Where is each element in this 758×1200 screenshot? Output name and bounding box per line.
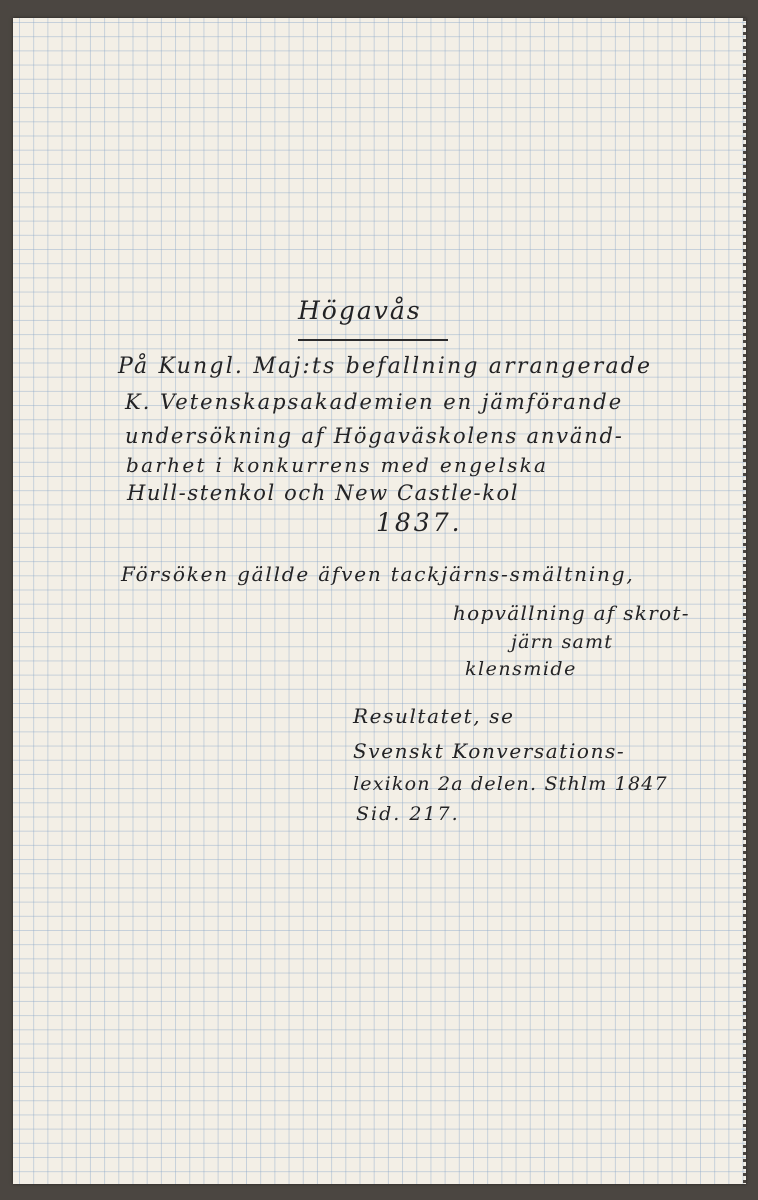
trials-line: hopvällning af skrot- [453, 601, 690, 625]
paragraph-line: barhet i konkurrens med engelska [126, 453, 549, 477]
result-line: Resultatet, se [353, 704, 515, 728]
paragraph-line: K. Vetenskapsakademien en jämförande [125, 390, 624, 414]
result-line: Svenskt Konversations- [353, 739, 626, 763]
trials-line: järn samt [511, 631, 614, 653]
year-line: 1837. [376, 508, 463, 537]
paragraph-line: undersökning af Högaväskolens använd- [125, 424, 624, 448]
paragraph-line: På Kungl. Maj:ts befallning arrangerade [118, 354, 653, 379]
page-title: Högavås [298, 296, 422, 325]
paragraph-line: Hull-stenkol och New Castle-kol [127, 481, 520, 505]
result-line: Sid. 217. [356, 803, 460, 825]
trials-line: klensmide [465, 658, 577, 680]
trials-line: Försöken gällde äfven tackjärns-smältning, [121, 562, 635, 586]
result-line: lexikon 2a delen. Sthlm 1847 [353, 773, 668, 795]
manuscript-page [13, 18, 746, 1184]
title-underline [298, 339, 448, 341]
